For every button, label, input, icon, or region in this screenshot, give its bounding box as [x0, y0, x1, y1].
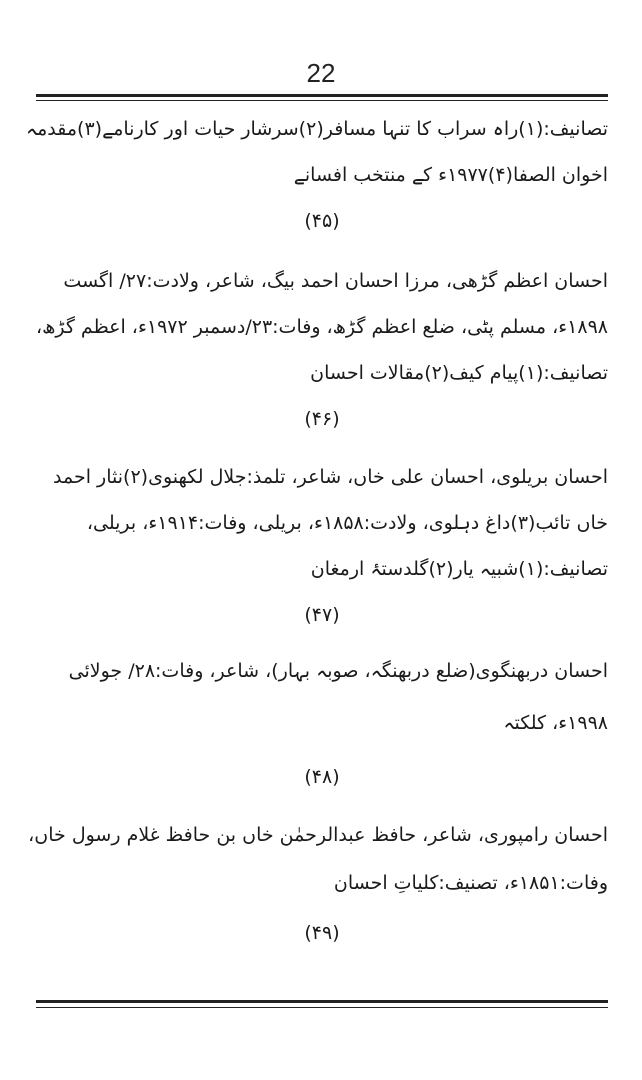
- entry-text-line: تصانیف:(۱)شبیہ یار(۲)گلدستۂ ارمغان: [310, 558, 608, 580]
- entry-49: [28, 822, 608, 946]
- entry-48: [36, 658, 608, 790]
- page-body: [25, 108, 608, 946]
- entry-45: [25, 116, 608, 234]
- entry-text-line: اخوان الصفا(۴)۱۹۷۷ء کے منتخب افسانے: [293, 164, 608, 186]
- footer-rule-thick: [36, 1000, 608, 1003]
- entry-text-line: خاں تائب(۳)داغ دہلوی، ولادت:۱۸۵۸ء، بریلی، وفات:۱۹۱۴ء، بریلی،: [86, 512, 608, 534]
- header-rule-thick: [36, 94, 608, 97]
- entry-number: (۴۹): [304, 922, 340, 944]
- entry-text-line: ۱۹۹۸ء، کلکتہ: [503, 712, 608, 734]
- entry-46: [36, 268, 608, 432]
- entry-number: (۴۵): [304, 210, 340, 232]
- entry-text-line: احسان دربھنگوی(ضلع دربھنگہ، صوبہ بہار)، شاعر، وفات:۲۸/ جولائی: [68, 660, 608, 682]
- entry-text-line: وفات:۱۸۵۱ء، تصنیف:کلیاتِ احسان: [333, 872, 608, 894]
- entry-47: [36, 464, 608, 628]
- entry-text-line: تصانیف:(۱)پیام کیف(۲)مقالات احسان: [310, 362, 608, 384]
- entry-number: (۴۶): [304, 408, 340, 430]
- header-rule-thin: [36, 100, 608, 101]
- footer-rule-thin: [36, 1007, 608, 1008]
- entry-text-line: احسان رامپوری، شاعر، حافظ عبدالرحمٰن خاں بن حافظ غلام رسول خاں،: [28, 824, 608, 846]
- entry-text-line: احسان بریلوی، احسان علی خاں، شاعر، تلمذ:جلال لکھنوی(۲)نثار احمد: [53, 466, 608, 488]
- entry-number: (۴۸): [304, 766, 340, 788]
- entry-text-line: ۱۸۹۸ء، مسلم پٹی، ضلع اعظم گڑھ، وفات:۲۳/دسمبر ۱۹۷۲ء، اعظم گڑھ،: [35, 316, 608, 338]
- entry-number: (۴۷): [304, 604, 340, 626]
- entry-text-line: احسان اعظم گڑھی، مرزا احسان احمد بیگ، شاعر، ولادت:۲۷/ اگست: [63, 270, 608, 292]
- entry-text-line: تصانیف:(۱)راہ سراب کا تنہا مسافر(۲)سرشار حیات اور کارنامے(۳)مقدمہ: [25, 118, 608, 140]
- page-number: 22: [306, 58, 336, 88]
